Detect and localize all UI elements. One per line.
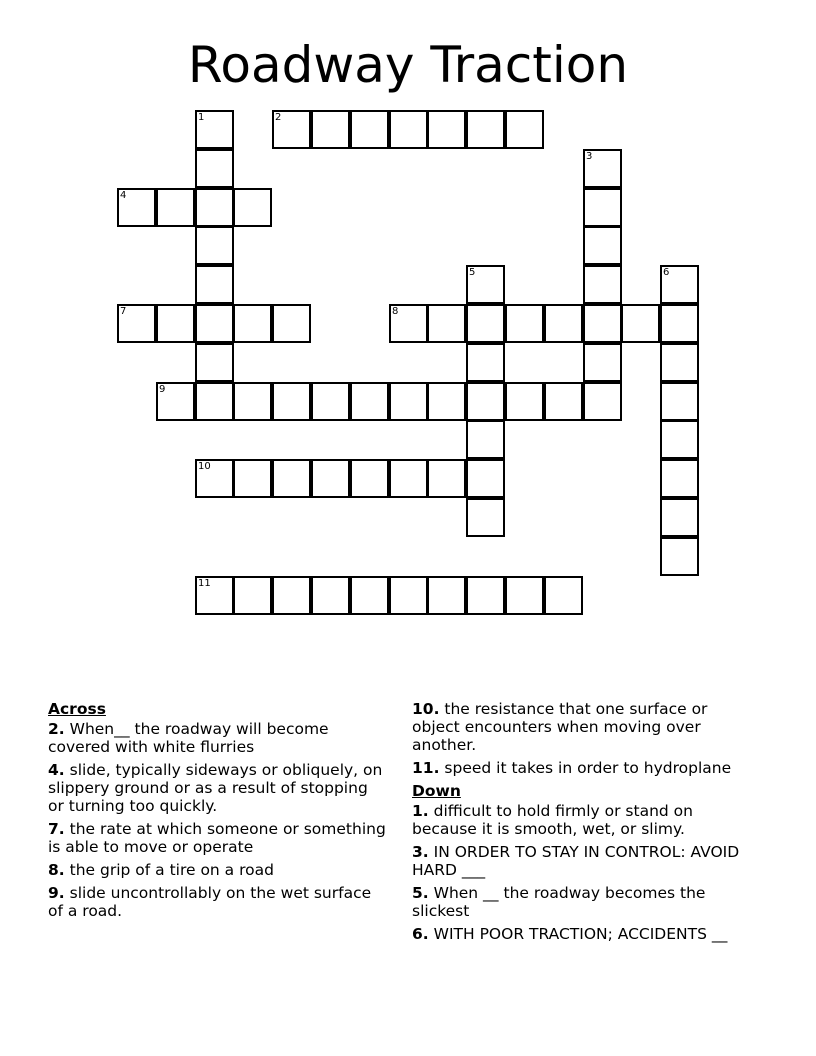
grid-cell[interactable] — [389, 110, 428, 149]
clue-number: 1. — [412, 802, 429, 820]
clue-number-label: 3 — [586, 151, 593, 162]
clue-number-label: 1 — [198, 112, 205, 123]
grid-cell[interactable] — [156, 304, 195, 343]
grid-cell[interactable] — [195, 265, 234, 304]
clue-text: WITH POOR TRACTION; ACCIDENTS __ — [433, 925, 728, 943]
grid-cell[interactable] — [195, 188, 234, 227]
clue-number: 6. — [412, 925, 429, 943]
clue-down-3 — [412, 843, 757, 879]
across-heading: Across — [48, 700, 106, 718]
clue-number-label: 7 — [120, 306, 127, 317]
clue-number: 8. — [48, 861, 65, 879]
grid-cell[interactable] — [466, 110, 505, 149]
grid-cell[interactable] — [427, 459, 466, 498]
clue-down-5 — [412, 884, 757, 920]
grid-cell[interactable] — [195, 304, 234, 343]
clue-number-label: 8 — [392, 306, 399, 317]
clue-text: speed it takes in order to hydroplane — [444, 759, 732, 777]
clue-text: slide, typically sideways or obliquely, on slippery ground or as a result of stopping or turning too quickly. — [48, 761, 383, 815]
grid-cell[interactable] — [583, 304, 622, 343]
clue-across-7 — [48, 820, 388, 856]
clue-text: When __ the roadway becomes the slickest — [412, 884, 706, 920]
grid-cell[interactable] — [350, 110, 389, 149]
clue-number-label: 6 — [663, 267, 670, 278]
grid-cell[interactable] — [272, 304, 311, 343]
grid-cell[interactable] — [195, 576, 234, 615]
grid-cell[interactable] — [311, 110, 350, 149]
grid-cell[interactable] — [427, 304, 466, 343]
clue-down-6 — [412, 925, 757, 943]
clue-across-9 — [48, 884, 388, 920]
clue-text: When__ the roadway will become covered with white flurries — [48, 720, 329, 756]
grid-cell[interactable] — [466, 382, 505, 421]
clue-across-8 — [48, 861, 388, 879]
grid-cell[interactable] — [389, 382, 428, 421]
clue-text: IN ORDER TO STAY IN CONTROL: AVOID HARD ___ — [412, 843, 740, 879]
grid-cell[interactable] — [427, 382, 466, 421]
grid-cell[interactable] — [583, 265, 622, 304]
clue-number: 7. — [48, 820, 65, 838]
clue-across-4 — [48, 761, 388, 815]
clue-text: the grip of a tire on a road — [69, 861, 274, 879]
clues-right-column — [412, 700, 757, 948]
grid-cell[interactable] — [621, 304, 660, 343]
grid-cell[interactable] — [117, 304, 156, 343]
grid-cell[interactable] — [195, 343, 234, 382]
grid-cell[interactable] — [233, 304, 272, 343]
clue-number: 2. — [48, 720, 65, 738]
clue-number-label: 9 — [159, 384, 166, 395]
grid-cell[interactable] — [389, 304, 428, 343]
clue-number: 4. — [48, 761, 65, 779]
grid-cell[interactable] — [660, 537, 699, 576]
grid-cell[interactable] — [505, 576, 544, 615]
grid-cell[interactable] — [311, 576, 350, 615]
grid-cell[interactable] — [466, 304, 505, 343]
grid-cell[interactable] — [195, 149, 234, 188]
grid-cell[interactable] — [233, 576, 272, 615]
grid-cell[interactable] — [583, 188, 622, 227]
clue-number-label: 11 — [198, 578, 211, 589]
grid-cell[interactable] — [195, 382, 234, 421]
grid-cell[interactable] — [660, 498, 699, 537]
grid-cell[interactable] — [195, 459, 234, 498]
grid-cell[interactable] — [350, 459, 389, 498]
grid-cell[interactable] — [466, 576, 505, 615]
clue-number: 3. — [412, 843, 429, 861]
grid-cell[interactable] — [389, 576, 428, 615]
down-heading: Down — [412, 782, 461, 800]
clue-across-10 — [412, 700, 757, 754]
grid-cell[interactable] — [156, 188, 195, 227]
grid-cell[interactable] — [272, 110, 311, 149]
grid-cell[interactable] — [466, 459, 505, 498]
clue-text: the resistance that one surface or object encounters when moving over another. — [412, 700, 708, 754]
grid-cell[interactable] — [660, 265, 699, 304]
grid-cell[interactable] — [583, 149, 622, 188]
clue-text: difficult to hold firmly or stand on because it is smooth, wet, or slimy. — [412, 802, 693, 838]
clues-left-column — [48, 700, 388, 925]
clue-across-2 — [48, 720, 388, 756]
grid-cell[interactable] — [233, 382, 272, 421]
grid-cell[interactable] — [583, 382, 622, 421]
grid-cell[interactable] — [272, 459, 311, 498]
grid-cell[interactable] — [466, 343, 505, 382]
grid-cell[interactable] — [272, 382, 311, 421]
grid-cell[interactable] — [272, 576, 311, 615]
grid-cell[interactable] — [233, 459, 272, 498]
clue-down-1 — [412, 802, 757, 838]
clue-number-label: 10 — [198, 461, 211, 472]
grid-cell[interactable] — [544, 304, 583, 343]
grid-cell[interactable] — [389, 459, 428, 498]
clue-text: the rate at which someone or something is able to move or operate — [48, 820, 386, 856]
clue-text: slide uncontrollably on the wet surface of a road. — [48, 884, 372, 920]
grid-cell[interactable] — [156, 382, 195, 421]
grid-cell[interactable] — [505, 304, 544, 343]
grid-cell[interactable] — [427, 576, 466, 615]
grid-cell[interactable] — [583, 226, 622, 265]
grid-cell[interactable] — [466, 265, 505, 304]
grid-cell[interactable] — [660, 382, 699, 421]
grid-cell[interactable] — [544, 382, 583, 421]
grid-cell[interactable] — [233, 188, 272, 227]
grid-cell[interactable] — [583, 343, 622, 382]
clue-number: 5. — [412, 884, 429, 902]
grid-cell[interactable] — [350, 382, 389, 421]
grid-cell[interactable] — [660, 343, 699, 382]
grid-cell[interactable] — [505, 110, 544, 149]
grid-cell[interactable] — [660, 420, 699, 459]
grid-cell[interactable] — [505, 382, 544, 421]
clue-number-label: 4 — [120, 190, 127, 201]
grid-cell[interactable] — [544, 576, 583, 615]
puzzle-title: Roadway Traction — [187, 36, 629, 94]
grid-cell[interactable] — [311, 382, 350, 421]
grid-cell[interactable] — [117, 188, 156, 227]
grid-cell[interactable] — [350, 576, 389, 615]
clue-number-label: 5 — [469, 267, 476, 278]
grid-cell[interactable] — [660, 304, 699, 343]
grid-cell[interactable] — [195, 110, 234, 149]
grid-cell[interactable] — [466, 498, 505, 537]
clue-number: 10. — [412, 700, 440, 718]
clue-number: 9. — [48, 884, 65, 902]
grid-cell[interactable] — [466, 420, 505, 459]
grid-cell[interactable] — [660, 459, 699, 498]
clue-number-label: 2 — [275, 112, 282, 123]
grid-cell[interactable] — [195, 226, 234, 265]
grid-cell[interactable] — [427, 110, 466, 149]
clue-number: 11. — [412, 759, 440, 777]
clue-across-11 — [412, 759, 757, 777]
grid-cell[interactable] — [311, 459, 350, 498]
